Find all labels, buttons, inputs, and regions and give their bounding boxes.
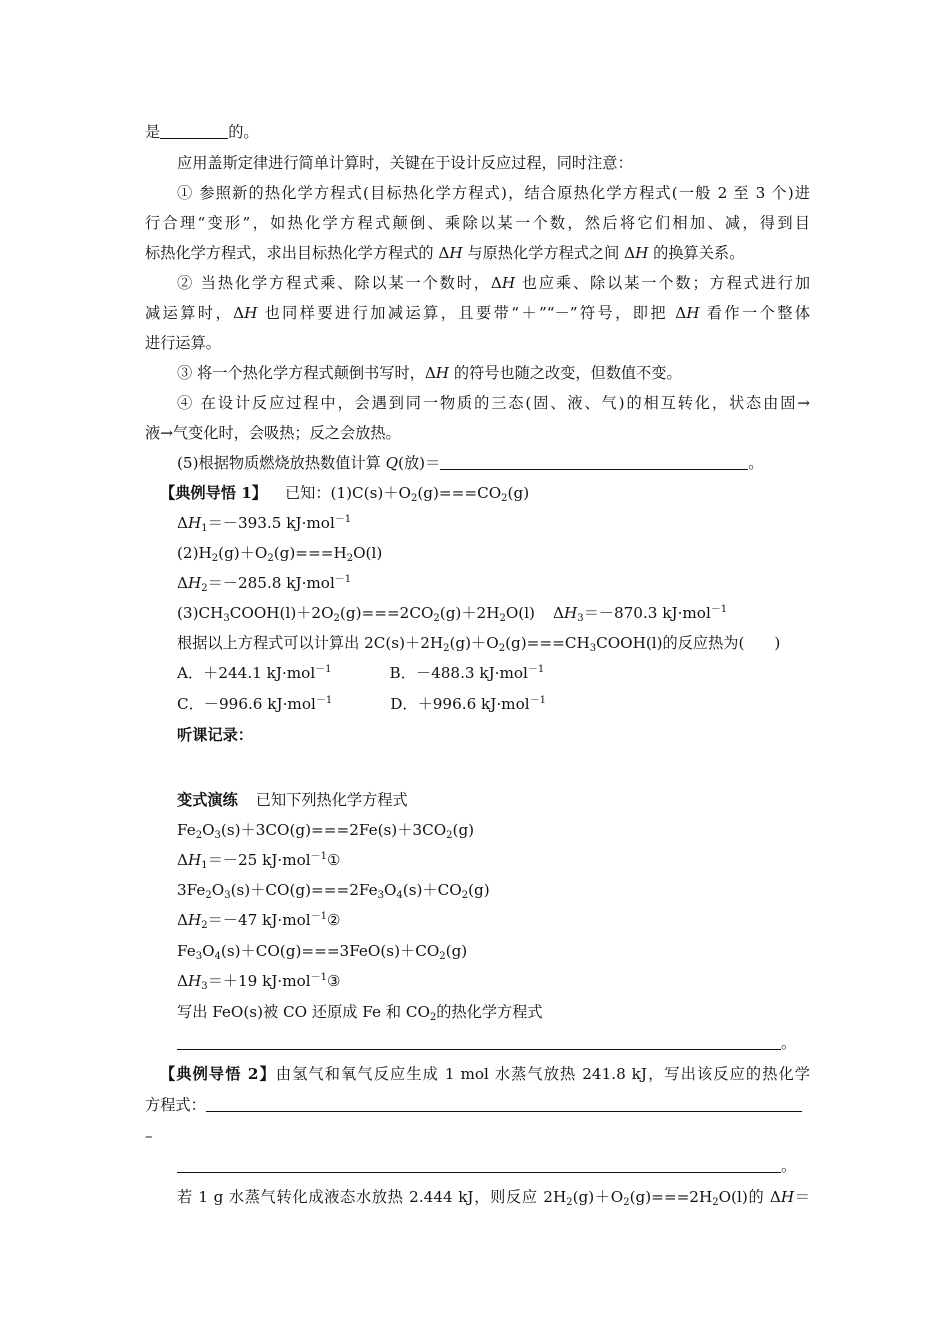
example-1-eq2: $(2)H_2(g)+O_2(g)===H_2O(l)$ [177,544,383,564]
point-2-line-2: 减运算时，ΔH 也同样要进行加减运算，且要带“＋”“－”符号，即把 ΔH 看作一个整体 [145,304,811,322]
variant-dh3: $\Delta H_3=+19$ kJ·mol$^{-1}$③ [177,972,341,992]
point-4-line-1: ④ 在设计反应过程中，会遇到同一物质的三态(固、液、气)的相互转化，状态由固→ [177,394,810,412]
lecture-notes-label: 听课记录： [177,726,253,744]
point-1-line-2: 行合理“变形”，如热化学方程式颠倒、乘除以某一个数，然后将它们相加、减，得到目 [145,214,810,232]
example-1-dh2: $\Delta H_2=-285.8$ kJ·mol$^{-1}$ [177,574,352,594]
example-1-dh1: $\Delta H_1=-393.5$ kJ·mol$^{-1}$ [177,514,352,534]
option-a[interactable]: A．＋244.1 kJ·mol$^{-1}$ [177,664,332,682]
option-b[interactable]: B．－488.3 kJ·mol$^{-1}$ [389,664,545,682]
example-2-line-2: 方程式： [145,1095,810,1115]
answer-blank[interactable] [177,1157,781,1173]
point-4-line-2: 液→气变化时，会吸热；反之会放热。 [145,424,401,442]
fill-blank [440,454,748,470]
point-3: ③ 将一个热化学方程式颠倒书写时，ΔH 的符号也随之改变，但数值不变。 [177,364,682,382]
example-1-options-cd [177,694,810,714]
variant-eq2: $3Fe_2O_3(s)+CO(g)===2Fe_3O_4(s)+CO_2(g)$ [177,881,490,901]
variant-answer-line: 。 [177,1033,810,1053]
variant-dh2: $\Delta H_2=-47$ kJ·mol$^{-1}$② [177,911,341,931]
variant-eq1: $Fe_2O_3(s)+3CO(g)===2Fe(s)+3CO_2(g)$ [177,821,475,841]
option-c[interactable]: C．－996.6 kJ·mol$^{-1}$ [177,695,333,713]
example-1-options-ab [177,663,810,683]
variant-dh1: $\Delta H_1=-25$ kJ·mol$^{-1}$① [177,851,341,871]
point-2-line-1: ② 当热化学方程式乘、除以某一个数时，ΔH 也应乘、除以某一个数；方程式进行加 [177,274,811,292]
option-d[interactable]: D．＋996.6 kJ·mol$^{-1}$ [390,695,546,713]
example-1-question: 根据以上方程式可以计算出 $2C(s)+2H_2(g)+O_2(g)===CH_3COOH(l)$的反应热为( ) [177,634,781,654]
variant-header: 变式演练 已知下列热化学方程式 [177,791,408,809]
example-2-line-1: 【典例导悟 2】由氢气和氧气反应生成 1 mol 水蒸气放热 241.8 kJ，写出该反应的热化学 [160,1065,810,1083]
example-2-dash: – [145,1127,153,1145]
point-1-line-3: 标热化学方程式，求出目标热化学方程式的 ΔH 与原热化学方程式之间 ΔH 的换算关系。 [145,244,745,262]
intro-line-2: 应用盖斯定律进行简单计算时，关键在于设计反应过程，同时注意： [177,154,633,172]
example-2-line-4: 若 1 g 水蒸气转化成液态水放热 2.444 kJ，则反应 $2H_2(g)+O_2(g)===2H_2O(l)$的 ΔH＝ [177,1188,810,1208]
example-1-header: 【典例导悟 1】 已知：$(1)C(s)+O_2(g)===CO_2(g)$ [160,484,530,504]
point-1-line-1: ① 参照新的热化学方程式(目标热化学方程式)，结合原热化学方程式(一般 2 至 3 个)进 [177,184,810,202]
point-5: (5)根据物质燃烧放热数值计算 Q(放)＝ 。 [177,454,764,472]
answer-blank[interactable] [177,1034,781,1050]
intro-line-1: 是 的。 [145,123,259,141]
example-2-answer-line: 。 [177,1156,810,1176]
answer-blank[interactable] [206,1096,802,1112]
variant-task: 写出 FeO(s)被 CO 还原成 Fe 和 $CO_2$的热化学方程式 [177,1003,543,1023]
example-1-eq3: $(3)CH_3COOH(l)+2O_2(g)===2CO_2(g)+2H_2O(l)$ $\Delta H_3=-870.3$ kJ·mol$^{-1}$ [177,604,728,624]
point-2-line-3: 进行运算。 [145,334,221,352]
variant-eq3: $Fe_3O_4(s)+CO(g)===3FeO(s)+CO_2(g)$ [177,942,468,962]
fill-blank [160,123,228,139]
